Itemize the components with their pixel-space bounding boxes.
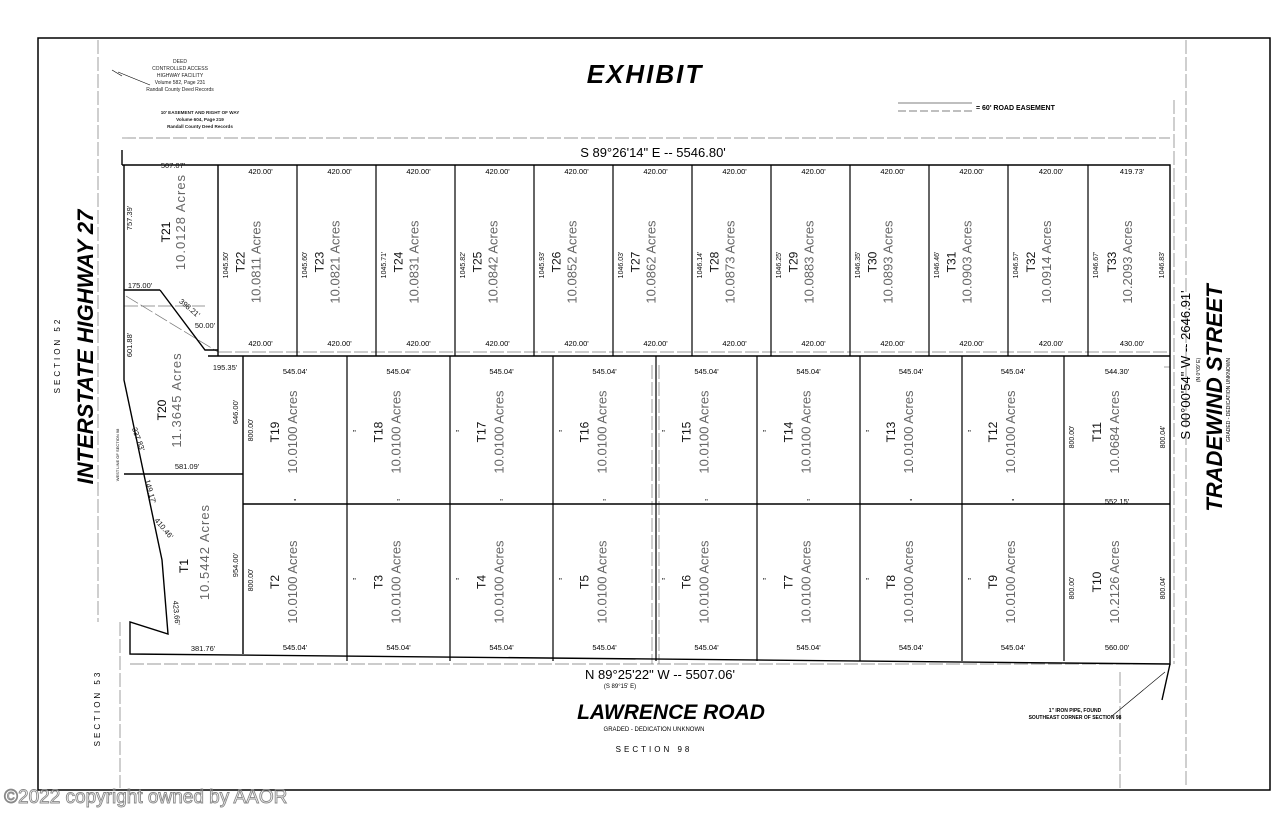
bottom-dimension: 545.04': [592, 643, 617, 652]
map-title: EXHIBIT: [586, 59, 704, 89]
side-dimension: 1045.71': [381, 251, 388, 279]
svg-text:Volume 604, Page 219: Volume 604, Page 219: [176, 117, 224, 122]
svg-text:T20: T20: [155, 399, 169, 421]
tract-t14[interactable]: [763, 367, 821, 506]
tract-t22[interactable]: [223, 167, 273, 348]
side-dimension: ": [662, 577, 665, 586]
top-dimension: 545.04': [898, 367, 924, 376]
top-dimension: 420.00': [801, 167, 826, 176]
tract-t28[interactable]: [697, 167, 747, 348]
tract-t9[interactable]: [968, 540, 1026, 652]
svg-text:175.00': 175.00': [127, 281, 153, 290]
tract-t5[interactable]: [559, 540, 617, 652]
bottom-dimension: 560.00': [1104, 643, 1130, 652]
tract-t29[interactable]: [776, 167, 826, 348]
south-line-record: (S 89°15' E): [603, 684, 637, 690]
tract-id: T31: [944, 251, 959, 273]
svg-text:HIGHWAY FACILITY: HIGHWAY FACILITY: [156, 73, 204, 79]
south-road-note: GRADED - DEDICATION UNKNOWN: [603, 727, 705, 733]
tract-t3[interactable]: [353, 540, 411, 652]
bottom-dimension: 420.00': [564, 339, 589, 348]
south-road-name: LAWRENCE ROAD: [577, 701, 765, 724]
bottom-dimension: ": [909, 497, 913, 506]
bottom-dimension: 420.00': [1038, 339, 1064, 348]
tract-acres: 10.0100 Acres: [285, 540, 300, 624]
tract-id: T23: [312, 251, 327, 273]
svg-text:954.00': 954.00': [231, 552, 240, 578]
bottom-dimension: 420.00': [327, 339, 352, 348]
top-dimension: 545.04': [489, 367, 514, 376]
tract-acres: 10.0883 Acres: [801, 220, 817, 304]
tract-t11[interactable]: [1069, 367, 1167, 506]
side-dimension: ": [763, 577, 766, 586]
bottom-dimension: 545.04': [489, 643, 514, 652]
side-dimension: ": [353, 429, 356, 438]
svg-text:149.17': 149.17': [142, 478, 158, 505]
side-dimension: 1046.46': [934, 251, 941, 279]
legend: [898, 103, 1056, 112]
tract-acres: 10.0873 Acres: [722, 220, 738, 304]
tract-t18[interactable]: [353, 367, 411, 506]
bottom-dimension: 420.00': [643, 339, 668, 348]
top-dimension: 420.00': [959, 167, 984, 176]
tract-acres: 10.0821 Acres: [327, 220, 343, 304]
tract-acres: 10.0100 Acres: [901, 390, 916, 474]
tract-id: T5: [577, 574, 592, 590]
east-dimension: 800.04': [1160, 425, 1167, 449]
side-dimension: ": [353, 577, 356, 586]
tract-t19[interactable]: [248, 367, 308, 506]
bottom-dimension: 545.04': [796, 643, 821, 652]
svg-text:195.35': 195.35': [212, 363, 238, 372]
svg-text:410.46': 410.46': [152, 516, 176, 541]
top-dimension: 420.00': [1038, 167, 1064, 176]
tract-t10[interactable]: [1069, 540, 1167, 652]
svg-text:10.5442 Acres: 10.5442 Acres: [197, 503, 212, 601]
bottom-dimension: 420.00': [248, 339, 273, 348]
side-dimension: 1046.14': [697, 251, 704, 279]
side-dimension: ": [866, 577, 869, 586]
svg-text:757.39': 757.39': [125, 205, 134, 231]
tract-id: T26: [549, 251, 564, 273]
bottom-dimension: 552.15': [1104, 497, 1130, 506]
tract-acres: 10.0100 Acres: [1003, 390, 1018, 474]
bottom-dimension: 545.04': [898, 643, 924, 652]
side-dimension: ": [763, 429, 766, 438]
tract-t23[interactable]: [302, 167, 352, 348]
tract-acres: 10.0862 Acres: [643, 220, 659, 304]
north-line-bearing: S 89°26'14" E -- 5546.80': [580, 145, 726, 160]
svg-text:507.07': 507.07': [160, 161, 186, 170]
tract-t4[interactable]: [456, 540, 514, 652]
side-dimension: ": [968, 429, 971, 438]
tract-acres: 10.2093 Acres: [1120, 220, 1135, 304]
tract-acres: 10.0100 Acres: [1003, 540, 1018, 624]
tract-t1[interactable]: [177, 504, 212, 600]
tract-t31[interactable]: [934, 167, 984, 348]
top-dimension: 545.04': [282, 367, 308, 376]
tract-t32[interactable]: [1013, 167, 1064, 348]
svg-text:11.3645 Acres: 11.3645 Acres: [169, 352, 184, 448]
tract-acres: 10.0100 Acres: [798, 540, 814, 624]
tract-t26[interactable]: [539, 167, 589, 348]
tract-acres: 10.0100 Acres: [901, 540, 916, 624]
tract-t7[interactable]: [763, 540, 821, 652]
section-52-label: SECTION 52: [53, 316, 62, 394]
tract-t30[interactable]: [855, 167, 905, 348]
tract-t6[interactable]: [662, 540, 719, 652]
svg-text:CONTROLLED ACCESS: CONTROLLED ACCESS: [152, 66, 208, 72]
iron-pipe-note: [1029, 708, 1122, 721]
side-dimension: 1045.60': [302, 251, 309, 279]
side-dimension: ": [662, 429, 665, 438]
svg-text:601.88': 601.88': [125, 332, 134, 358]
tract-id: T29: [786, 251, 801, 273]
tract-t20[interactable]: [155, 352, 184, 447]
mid-lots: [248, 367, 1167, 506]
tract-id: T10: [1090, 571, 1104, 593]
tract-acres: 10.0842 Acres: [485, 220, 501, 304]
tract-id: T32: [1024, 251, 1038, 273]
legend-label: = 60' ROAD EASEMENT: [976, 105, 1055, 112]
svg-text:381.76': 381.76': [190, 644, 216, 653]
east-road-name: TRADEWIND STREET: [1202, 284, 1227, 512]
tract-t12[interactable]: [968, 367, 1026, 506]
easement-note: [161, 110, 240, 129]
deed-leader: [118, 72, 150, 85]
svg-text:50.00': 50.00': [194, 321, 216, 330]
tract-acres: 10.0100 Acres: [594, 540, 610, 624]
tract-acres: 10.0852 Acres: [564, 220, 580, 304]
side-dimension: 1045.82': [460, 251, 467, 279]
tract-acres: 10.0100 Acres: [491, 540, 507, 624]
tract-acres: 10.0100 Acres: [388, 390, 404, 474]
top-dimension: 420.00': [880, 167, 905, 176]
tract-acres: 10.2126 Acres: [1107, 540, 1122, 624]
bottom-dimension: 420.00': [801, 339, 826, 348]
side-dimension: ": [559, 577, 562, 586]
tract-id: T6: [679, 574, 694, 590]
svg-text:1" IRON PIPE, FOUND: 1" IRON PIPE, FOUND: [1048, 708, 1102, 714]
tract-acres: 10.0914 Acres: [1039, 220, 1054, 304]
svg-text:423.66': 423.66': [170, 600, 183, 626]
tract-t13[interactable]: [866, 367, 924, 506]
tract-id: T14: [781, 421, 796, 443]
tract-id: T7: [781, 574, 796, 590]
tract-acres: 10.0100 Acres: [285, 390, 300, 474]
bottom-dimension: 420.00': [722, 339, 747, 348]
tract-t21[interactable]: [159, 174, 188, 270]
top-dimension: 420.00': [564, 167, 589, 176]
svg-text:Volume 582, Page 231: Volume 582, Page 231: [154, 80, 206, 86]
east-road-note: GRADED - DEDICATION UNKNOWN: [1226, 357, 1232, 443]
bottom-dimension: 420.00': [485, 339, 510, 348]
top-dimension: 545.04': [592, 367, 617, 376]
tract-t17[interactable]: [456, 367, 514, 506]
tract-acres: 10.0831 Acres: [406, 220, 422, 304]
tract-acres: 10.0100 Acres: [696, 540, 712, 624]
bottom-dimension: 545.04': [694, 643, 719, 652]
top-dimension: 420.00': [722, 167, 747, 176]
bottom-dimension: 545.04': [386, 643, 411, 652]
tract-id: T2: [268, 574, 282, 590]
top-dimension: 545.04': [386, 367, 411, 376]
tract-id: T25: [470, 251, 485, 273]
tract-id: T15: [679, 421, 694, 443]
side-dimension: 1046.25': [776, 251, 783, 279]
bottom-dimension: 420.00': [880, 339, 905, 348]
side-dimension: 800.00': [248, 568, 255, 592]
bottom-dimension: ": [705, 497, 708, 506]
tract-id: T11: [1090, 422, 1104, 442]
side-dimension: ": [559, 429, 562, 438]
side-dimension: 800.00': [1069, 576, 1076, 600]
top-dimension: 420.00': [248, 167, 273, 176]
east-dimension: 1046.83': [1159, 251, 1166, 279]
side-dimension: 1046.57': [1013, 251, 1020, 279]
svg-text:T1: T1: [177, 558, 191, 574]
east-line-bearing: S 00°00'54" W -- 2646.91': [1178, 290, 1193, 440]
tract-id: T28: [707, 251, 722, 273]
tract-acres: 10.0100 Acres: [388, 540, 404, 624]
tract-id: T17: [474, 421, 489, 443]
side-dimension: 1046.03': [618, 251, 625, 279]
bottom-dimension: ": [293, 497, 297, 506]
tract-t15[interactable]: [662, 367, 719, 506]
tract-id: T19: [268, 421, 282, 443]
bottom-dimension: ": [1011, 497, 1015, 506]
tract-id: T4: [474, 574, 489, 590]
tract-id: T13: [884, 421, 898, 443]
top-dimension: 544.30': [1104, 367, 1130, 376]
tract-acres: 10.0684 Acres: [1107, 390, 1122, 474]
tract-acres: 10.0100 Acres: [491, 390, 507, 474]
tract-t33[interactable]: [1093, 167, 1166, 348]
side-dimension: ": [456, 577, 459, 586]
svg-text:SOUTHEAST CORNER OF SECTION 98: SOUTHEAST CORNER OF SECTION 98: [1028, 715, 1122, 721]
bottom-dimension: 545.04': [1000, 643, 1026, 652]
bottom-dimension: 420.00': [406, 339, 431, 348]
svg-text:10' EASEMENT AND RIGHT OF WAY: 10' EASEMENT AND RIGHT OF WAY: [160, 110, 240, 115]
svg-text:398.21': 398.21': [177, 296, 202, 320]
tract-acres: 10.0100 Acres: [798, 390, 814, 474]
tract-id: T3: [371, 574, 386, 590]
side-dimension: ": [456, 429, 459, 438]
svg-text:Randall County Deed Records: Randall County Deed Records: [167, 124, 233, 129]
top-dimension: 545.04': [796, 367, 821, 376]
south-line-bearing: N 89°25'22" W -- 5507.06': [585, 667, 735, 682]
svg-text:337.83': 337.83': [129, 426, 147, 453]
tract-id: T22: [233, 251, 248, 273]
bottom-dimension: ": [603, 497, 606, 506]
side-dimension: 1045.93': [539, 251, 546, 279]
top-dimension: 420.00': [485, 167, 510, 176]
section-53-label: SECTION 53: [93, 669, 102, 747]
svg-text:Randall County Deed Records: Randall County Deed Records: [146, 87, 214, 93]
side-dimension: ": [968, 577, 971, 586]
tract-acres: 10.0811 Acres: [248, 220, 264, 304]
svg-text:646.00': 646.00': [231, 399, 240, 425]
tract-id: T24: [391, 251, 406, 273]
west-line-note: WEST LINE OF SECTION 98: [115, 428, 120, 482]
top-dimension: 545.04': [1000, 367, 1026, 376]
bottom-dimension: 430.00': [1119, 339, 1145, 348]
tract-id: T33: [1105, 251, 1119, 273]
bottom-dimension: 420.00': [959, 339, 984, 348]
tract-t16[interactable]: [559, 367, 617, 506]
tract-t27[interactable]: [618, 167, 668, 348]
tract-id: T30: [865, 251, 880, 273]
bot-lots: [248, 540, 1167, 652]
top-dimension: 545.04': [694, 367, 719, 376]
tract-id: T16: [577, 421, 592, 443]
top-dimension: 420.00': [406, 167, 431, 176]
tract-t25[interactable]: [460, 167, 510, 348]
tract-id: T9: [986, 574, 1000, 590]
tract-t24[interactable]: [381, 167, 431, 348]
top-lots: [223, 167, 1166, 348]
section-98-label: SECTION 98: [615, 745, 693, 754]
tract-id: T18: [371, 421, 386, 443]
side-dimension: 1045.50': [223, 251, 230, 279]
tract-id: T27: [628, 251, 643, 273]
deed-note: [146, 59, 214, 93]
side-dimension: 800.00': [248, 418, 255, 442]
bottom-dimension: ": [397, 497, 400, 506]
svg-text:10.0128 Acres: 10.0128 Acres: [173, 173, 188, 271]
copyright-watermark: ©2022 copyright owned by AAOR: [4, 787, 288, 808]
svg-text:581.09': 581.09': [174, 462, 200, 471]
tract-acres: 10.0893 Acres: [880, 220, 896, 304]
east-dimension: 800.04': [1160, 576, 1167, 600]
tract-acres: 10.0100 Acres: [594, 390, 610, 474]
bottom-dimension: ": [500, 497, 503, 506]
west-road-name: INTERSTATE HIGHWAY 27: [73, 209, 98, 485]
svg-text:T21: T21: [159, 221, 173, 243]
east-line-record: (N 0°09' E): [1196, 357, 1202, 383]
side-dimension: ": [866, 429, 869, 438]
tract-acres: 10.0100 Acres: [696, 390, 712, 474]
bottom-dimension: 545.04': [282, 643, 308, 652]
top-dimension: 420.00': [643, 167, 668, 176]
tract-acres: 10.0903 Acres: [959, 220, 975, 304]
side-dimension: 1046.35': [855, 251, 862, 279]
tract-id: T8: [884, 574, 898, 590]
top-dimension: 420.00': [327, 167, 352, 176]
side-dimension: 1046.67': [1093, 251, 1100, 279]
bottom-dimension: ": [807, 497, 810, 506]
tract-id: T12: [986, 421, 1000, 443]
side-dimension: 800.00': [1069, 425, 1076, 449]
top-dimension: 419.73': [1119, 167, 1145, 176]
tract-t8[interactable]: [866, 540, 924, 652]
svg-text:DEED: DEED: [173, 59, 187, 65]
tract-t2[interactable]: [248, 540, 308, 652]
